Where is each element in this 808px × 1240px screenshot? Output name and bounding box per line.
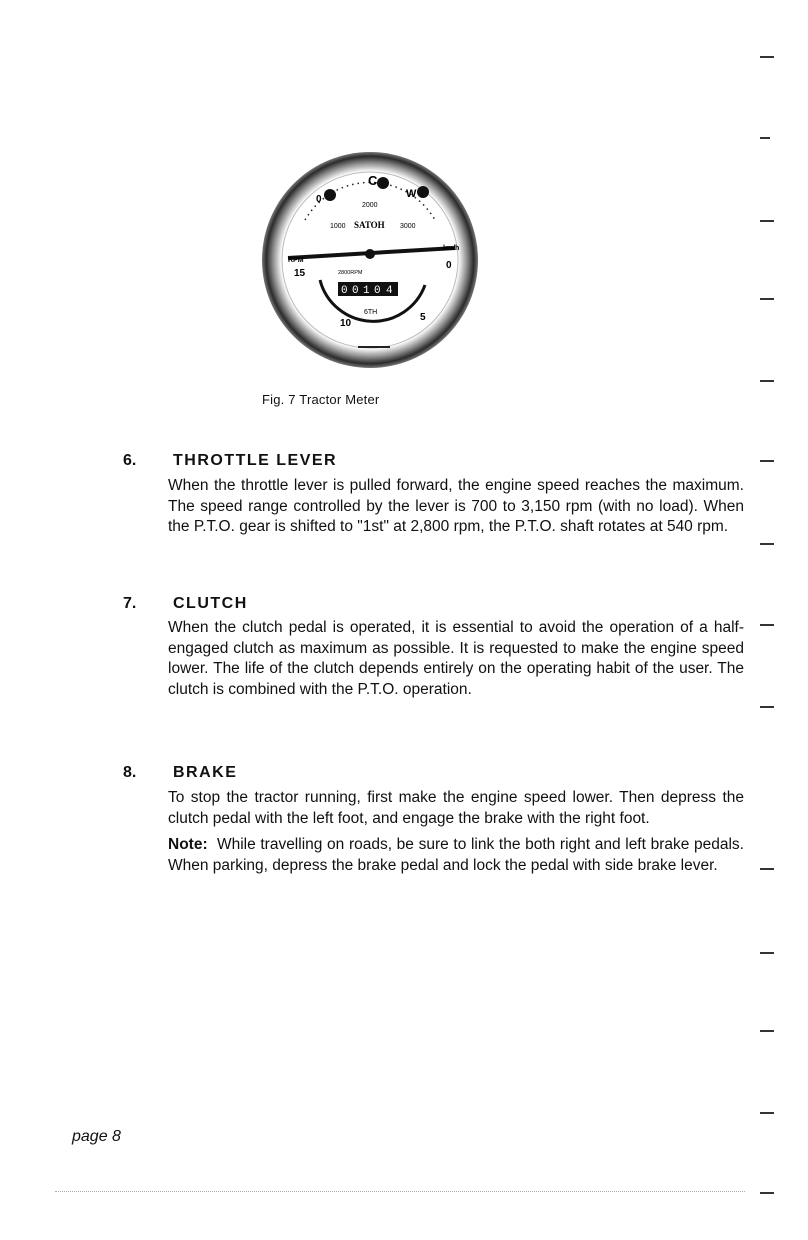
margin-mark <box>760 460 774 462</box>
counter-digit-4: 0 <box>374 285 381 297</box>
gauge-note: 2800RPM <box>338 270 363 276</box>
gauge-label-5: 5 <box>420 312 426 323</box>
margin-mark <box>760 868 774 870</box>
margin-mark <box>760 380 774 382</box>
margin-mark <box>760 706 774 708</box>
section-number: 7. <box>123 595 137 612</box>
gauge-pivot-right <box>417 186 429 198</box>
gauge-label-3000: 3000 <box>400 223 416 230</box>
note-label: Note: <box>168 836 208 853</box>
counter-digit-2: 0 <box>352 285 359 297</box>
margin-mark <box>760 952 774 954</box>
paragraph: When the throttle lever is pulled forward, the engine speed reaches the maximum. The speed range controlled by the lever is 700 to 3,150 rpm (with no load). When the P.T.O. gear is shifted to "1st" at 2,800 rpm, the P.T.O. shaft rotates at 540 rpm. <box>168 477 744 535</box>
gauge-label-right-0: 0 <box>446 260 452 271</box>
gauge-label-10: 10 <box>340 318 352 329</box>
margin-mark <box>760 543 774 545</box>
gauge-hub <box>365 249 375 259</box>
note-text: While travelling on roads, be sure to link the both right and left brake pedals. When parking, depress the brake pedal and lock the pedal with side brake lever. <box>168 836 744 874</box>
gauge-unit-kmh: km/h <box>443 245 460 252</box>
margin-mark <box>760 1030 774 1032</box>
counter-digit-5: 4 <box>386 285 393 297</box>
gauge-letter-c: C <box>368 173 378 188</box>
page-number: page 8 <box>72 1128 121 1145</box>
margin-mark <box>760 298 774 300</box>
gauge-letter-w: W <box>406 188 417 200</box>
margin-mark <box>760 137 770 139</box>
figure-caption: Fig. 7 Tractor Meter <box>262 392 380 407</box>
tractor-meter-gauge <box>260 150 480 370</box>
gauge-brand: SATOH <box>354 220 385 230</box>
margin-mark <box>760 56 774 58</box>
gauge-pivot-top <box>377 177 389 189</box>
gauge-gear-label: 6TH <box>364 309 378 316</box>
gauge-label-2000: 2000 <box>362 202 378 209</box>
section-body <box>168 476 744 538</box>
scan-dotted-line <box>55 1191 745 1192</box>
section-heading: THROTTLE LEVER <box>173 452 338 469</box>
gauge-pivot-left <box>324 189 336 201</box>
section-heading: CLUTCH <box>173 595 248 612</box>
gauge-label-1000: 1000 <box>330 223 346 230</box>
counter-digit-1: 0 <box>341 285 348 297</box>
gauge-label-15: 15 <box>294 268 306 279</box>
counter-digit-3: 1 <box>363 285 370 297</box>
paragraph: To stop the tractor running, first make the engine speed lower. Then depress the clutch pedal with the left foot, and engage the brake with the right foot. <box>168 789 744 827</box>
gauge-label-0: 0 <box>316 194 322 205</box>
section-body <box>168 618 744 700</box>
paragraph: When the clutch pedal is operated, it is essential to avoid the operation of a half-engaged clutch as maximum as possible. It is requested to make the engine speed lower. The life of the clutch depends entirely on the operating habit of the user. The clutch is combined with the P.T.O. operation. <box>168 619 744 698</box>
margin-mark <box>760 220 774 222</box>
section-number: 6. <box>123 452 137 469</box>
margin-mark <box>760 1112 774 1114</box>
note-paragraph <box>168 835 744 876</box>
gauge-unit-rpm: RPM <box>288 257 304 264</box>
section-number: 8. <box>123 764 137 781</box>
tractor-meter-figure <box>260 150 480 370</box>
section-heading: BRAKE <box>173 764 238 781</box>
gauge-hour-counter <box>338 282 398 297</box>
section-body <box>168 788 744 876</box>
margin-mark <box>760 624 774 626</box>
margin-mark <box>760 1192 774 1194</box>
